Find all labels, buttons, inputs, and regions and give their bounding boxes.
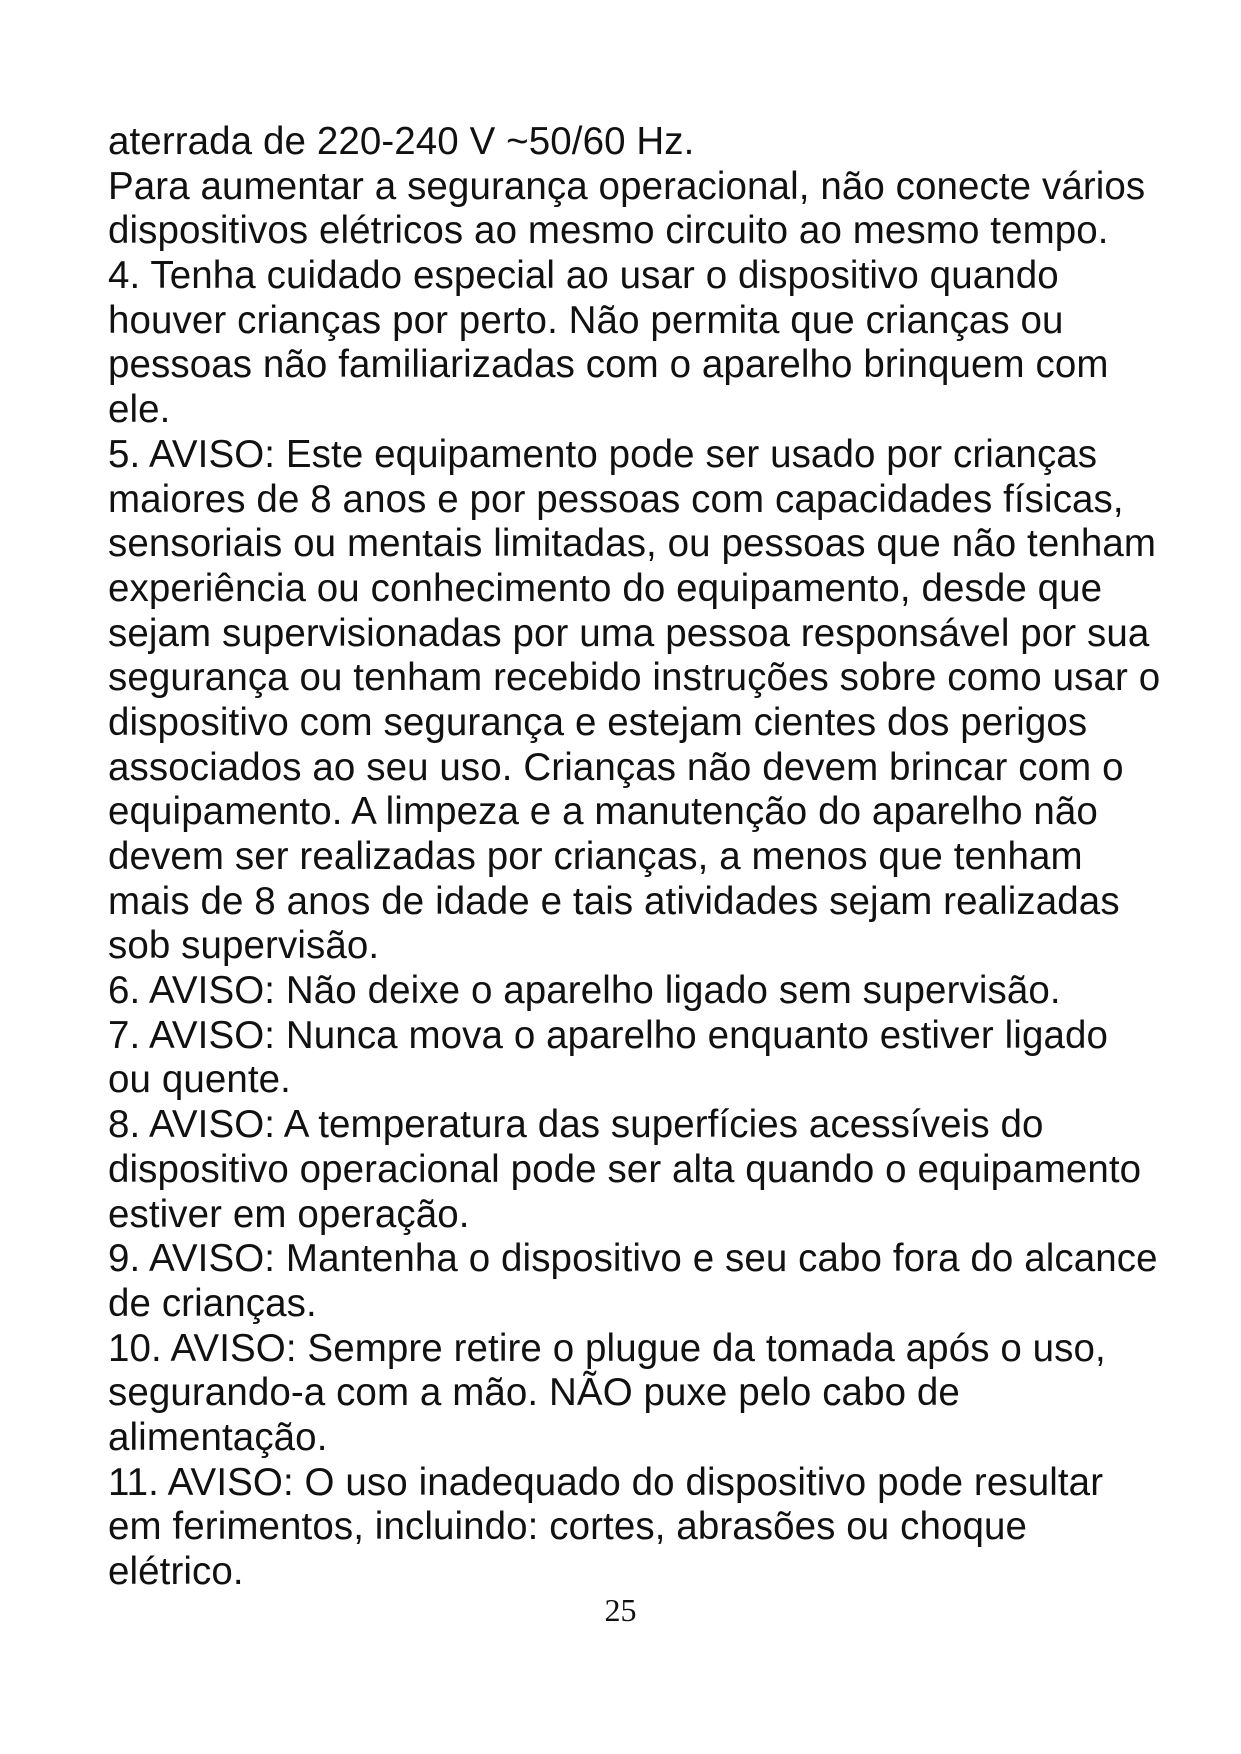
text-line: 8. AVISO: A temperatura das superfícies acessíveis do [108,1103,1044,1147]
text-line: sob supervisão. [108,924,380,968]
text-line: 11. AVISO: O uso inadequado do dispositivo pode resultar [108,1460,1104,1504]
text-line: ele. [108,388,171,432]
text-line: alimentação. [108,1415,328,1459]
text-line: 7. AVISO: Nunca mova o aparelho enquanto estiver ligado [108,1013,1108,1057]
text-line: equipamento. A limpeza e a manutenção do aparelho não [108,790,1098,834]
text-line: devem ser realizadas por crianças, a menos que tenham [108,835,1083,878]
text-line: 5. AVISO: Este equipamento pode ser usado por crianças [108,432,1098,476]
text-line: experiência ou conhecimento do equipamento, desde que [108,566,1103,610]
text-line: 10. AVISO: Sempre retire o plugue da tomada após o uso, [108,1326,1106,1370]
text-line: de crianças. [108,1281,317,1325]
text-line: mais de 8 anos de idade e tais atividades sejam realizadas [108,879,1120,923]
text-line: elétrico. [108,1550,244,1593]
text-line: sejam supervisionadas por uma pessoa responsável por sua [108,611,1150,655]
text-line: Para aumentar a segurança operacional, não conecte vários [108,164,1146,208]
text-line: pessoas não familiarizadas com o aparelho brinquem com [108,343,1109,387]
page-number: 25 [604,1592,637,1628]
text-line: dispositivo operacional pode ser alta quando o equipamento [108,1147,1142,1191]
text-line: houver crianças por perto. Não permita que crianças ou [108,298,1064,342]
text-line: em ferimentos, incluindo: cortes, abrasões ou choque [108,1505,1028,1549]
text-line: 4. Tenha cuidado especial ao usar o dispositivo quando [108,254,1059,298]
text-line: estiver em operação. [108,1192,470,1236]
text-line: sensoriais ou mentais limitadas, ou pessoas que não tenham [108,522,1157,566]
text-line: dispositivos elétricos ao mesmo circuito ao mesmo tempo. [108,209,1109,253]
text-line: associados ao seu uso. Crianças não devem brincar com o [108,745,1124,789]
text-line: ou quente. [108,1058,291,1102]
text-line: aterrada de 220-240 V ~50/60 Hz. [108,120,695,163]
text-line: segurança ou tenham recebido instruções sobre como usar o [108,656,1161,700]
text-line: 6. AVISO: Não deixe o aparelho ligado sem supervisão. [108,969,1061,1013]
text-line: maiores de 8 anos e por pessoas com capacidades físicas, [108,477,1124,521]
text-line: segurando-a com a mão. NÃO puxe pelo cabo de [108,1371,960,1415]
body-text [108,120,1188,1595]
text-line: dispositivo com segurança e estejam cientes dos perigos [108,700,1088,744]
text-line: 9. AVISO: Mantenha o dispositivo e seu cabo fora do alcance [108,1237,1158,1281]
